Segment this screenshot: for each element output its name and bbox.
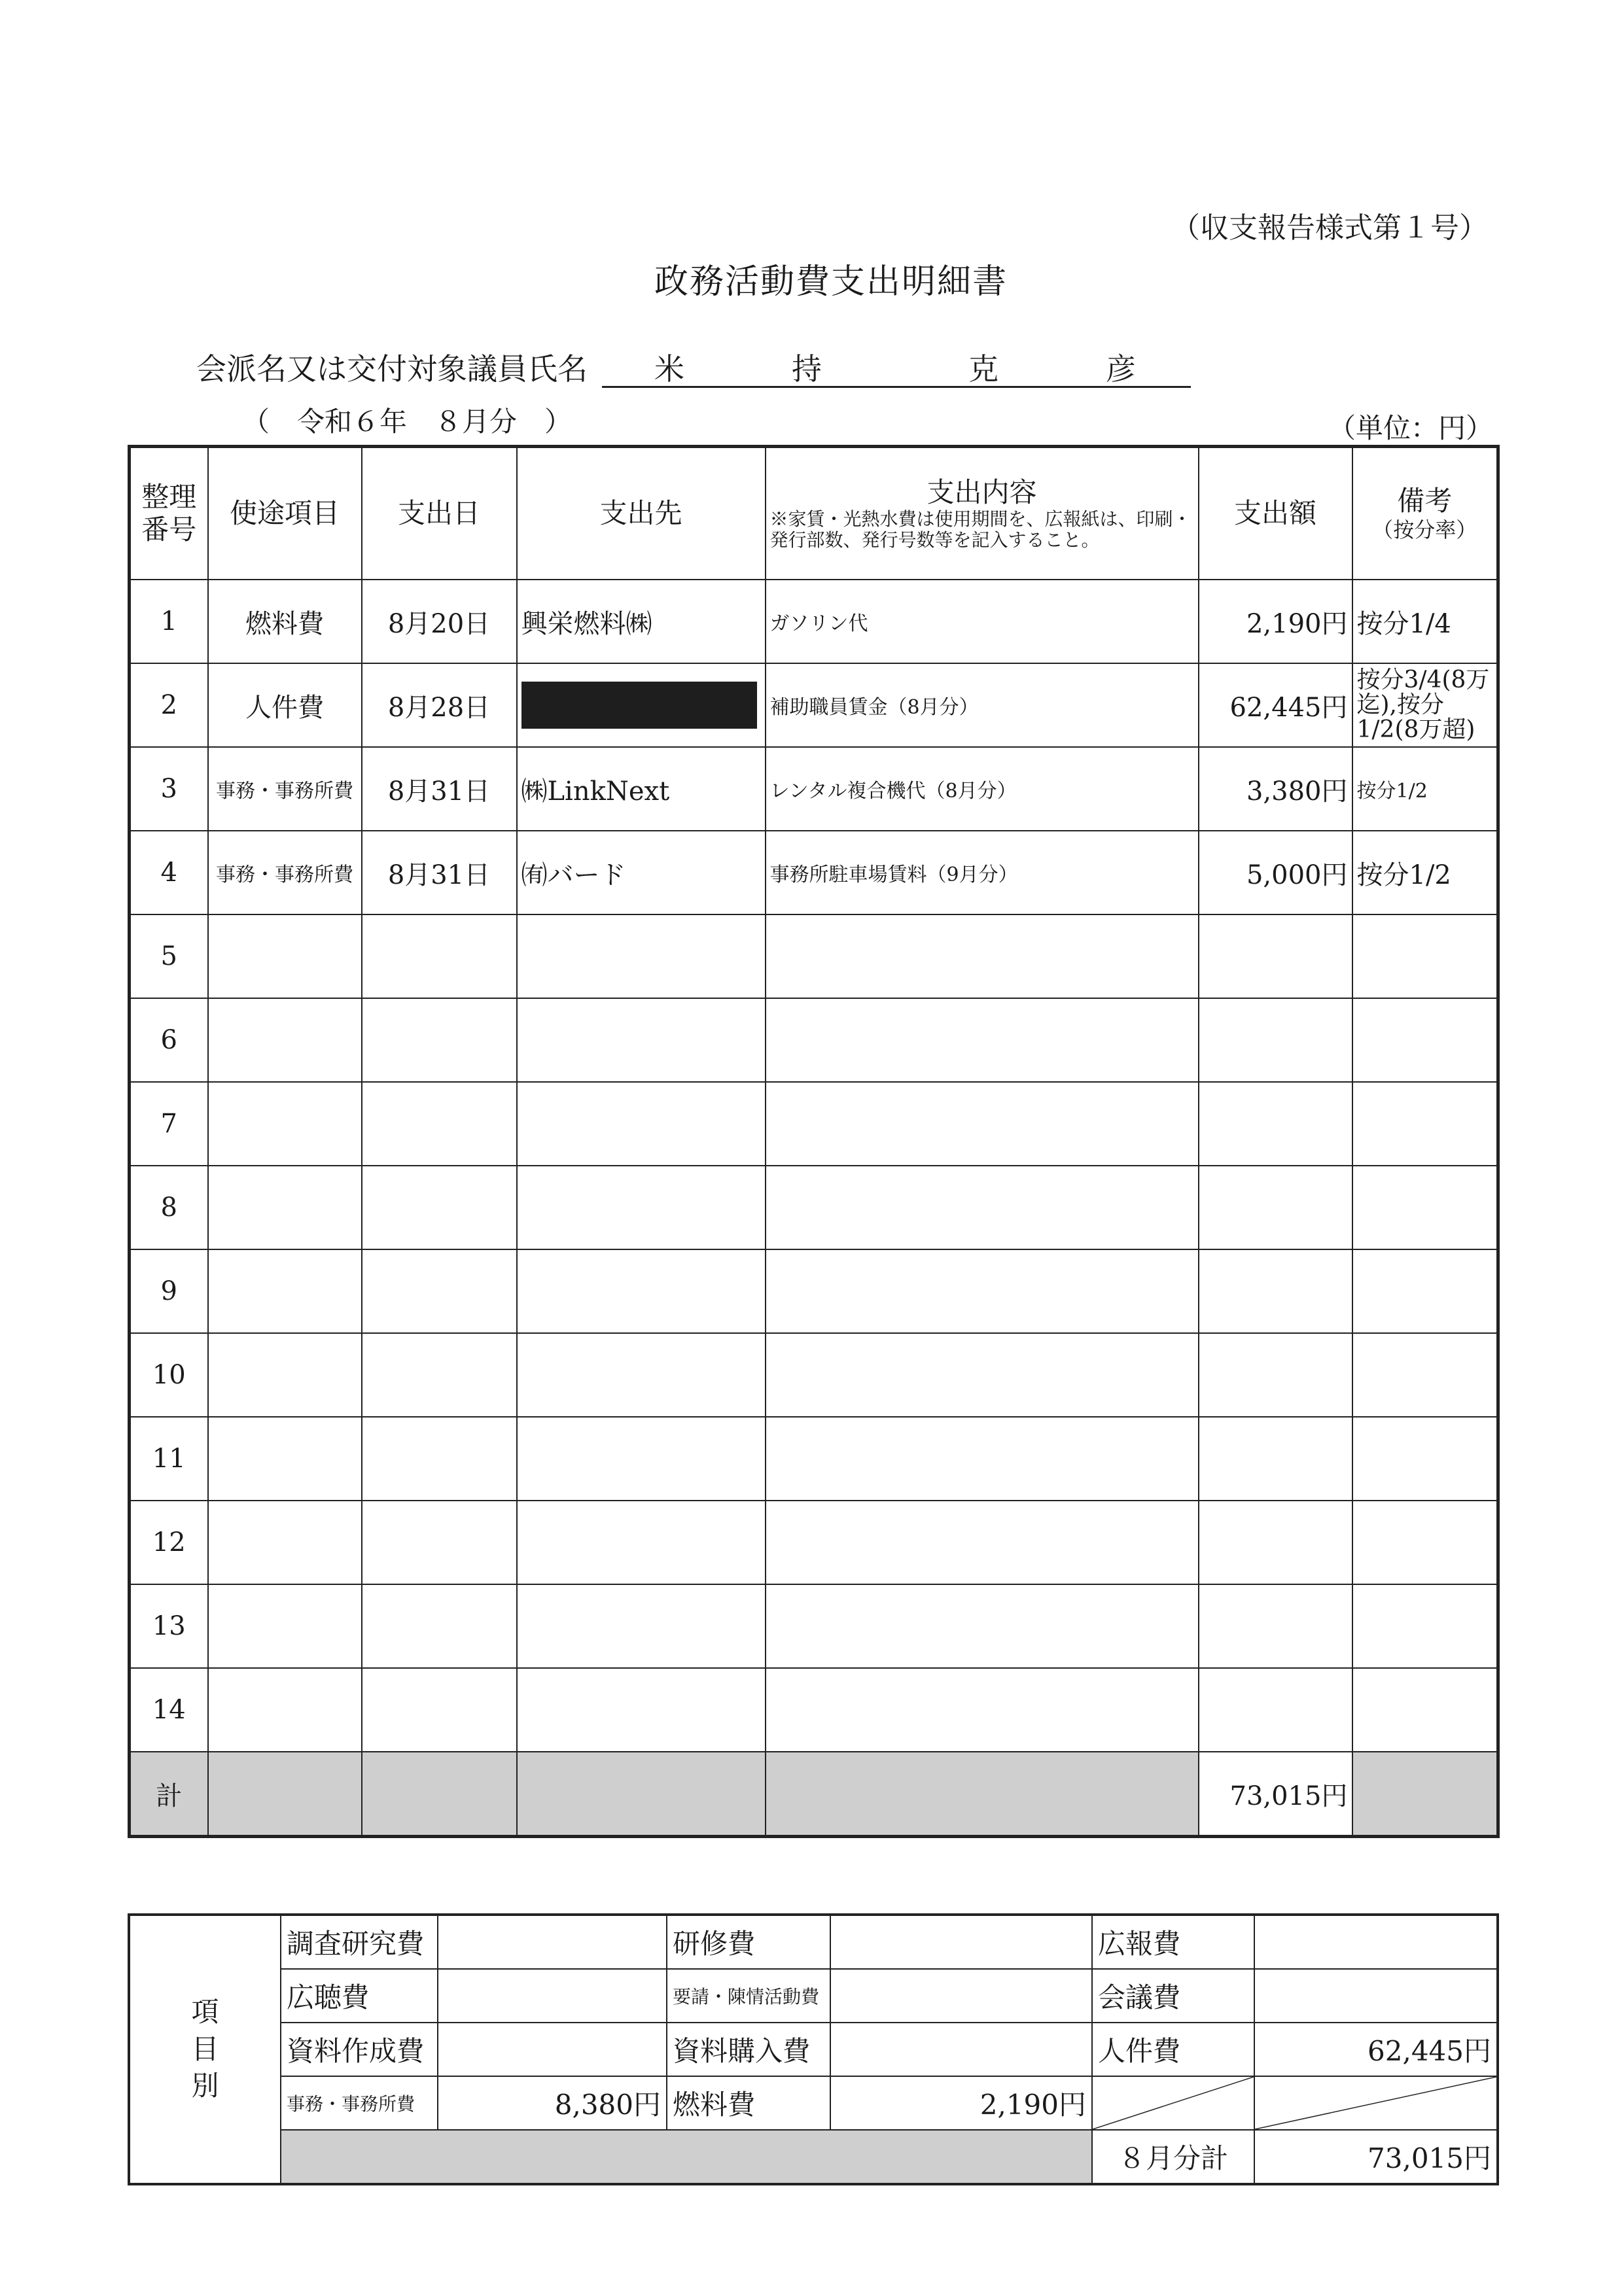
row-no: 3	[130, 747, 208, 831]
document-title: 政務活動費支出明細書	[654, 262, 1008, 302]
summary-label: 資料作成費	[281, 2023, 438, 2076]
row-date: 8月31日	[362, 747, 517, 831]
table-row	[130, 1584, 1498, 1668]
row-remarks: 按分1/4	[1352, 580, 1498, 663]
summary-value	[830, 1969, 1092, 2023]
row-payee: ㈱LinkNext	[517, 747, 766, 831]
summary-value	[438, 1969, 667, 2023]
side-label-char: 項	[191, 1995, 219, 2028]
header-category: 使途項目	[208, 447, 362, 580]
row-date: 8月28日	[362, 663, 517, 747]
table-row	[130, 1249, 1498, 1333]
header-content	[766, 447, 1199, 580]
row-category: 燃料費	[208, 580, 362, 663]
diagonal-slash	[1093, 2077, 1254, 2129]
currency-unit: （単位：円）	[1328, 412, 1494, 444]
summary-value: 62,445円	[1254, 2023, 1498, 2076]
summary-side-label	[129, 1915, 281, 2184]
table-row	[130, 998, 1498, 1082]
table-row	[130, 663, 1498, 747]
diagonal-slash-cell	[1092, 2076, 1254, 2130]
summary-label: 研修費	[667, 1915, 830, 1969]
total-amount: 73,015円	[1199, 1752, 1352, 1837]
summary-label: 広聴費	[281, 1969, 438, 2023]
summary-value	[830, 2023, 1092, 2076]
summary-value	[1254, 1915, 1498, 1969]
row-no: 4	[130, 831, 208, 914]
table-row	[130, 1333, 1498, 1417]
summary-label: 人件費	[1092, 2023, 1254, 2076]
row-no: 13	[130, 1584, 208, 1668]
form-number: （収支報告様式第１号）	[1171, 211, 1488, 245]
total-label: 計	[130, 1752, 208, 1837]
row-content: ガソリン代	[766, 580, 1199, 663]
summary-label: 広報費	[1092, 1915, 1254, 1969]
diagonal-slash-cell	[1254, 2076, 1498, 2130]
row-no: 7	[130, 1082, 208, 1166]
summary-value: 8,380円	[438, 2076, 667, 2130]
header-no: 整理番号	[130, 447, 208, 580]
row-date: 8月20日	[362, 580, 517, 663]
month-total-value: 73,015円	[1254, 2130, 1498, 2184]
row-remarks: 按分1/2	[1352, 831, 1498, 914]
table-row	[130, 747, 1498, 831]
table-row	[130, 1668, 1498, 1752]
row-date: 8月31日	[362, 831, 517, 914]
month-total-label: ８月分計	[1092, 2130, 1254, 2184]
member-name-char: 克	[968, 351, 998, 387]
row-remarks: 按分3/4(8万迄),按分1/2(8万超)	[1352, 663, 1498, 747]
category-summary-table	[128, 1913, 1499, 2185]
row-remarks: 按分1/2	[1352, 747, 1498, 831]
row-amount: 5,000円	[1199, 831, 1352, 914]
header-payee: 支出先	[517, 447, 766, 580]
redaction-box	[521, 682, 757, 729]
row-payee: ㈲バード	[517, 831, 766, 914]
row-no: 5	[130, 914, 208, 998]
header-remarks	[1352, 447, 1498, 580]
table-row	[130, 831, 1498, 914]
header-remarks-label: 備考	[1397, 484, 1453, 517]
shaded-area	[281, 2130, 1092, 2184]
total-row	[130, 1752, 1498, 1837]
table-row	[130, 1501, 1498, 1584]
summary-value	[1254, 1969, 1498, 2023]
member-name-char: 彦	[1106, 351, 1136, 387]
row-amount: 62,445円	[1199, 663, 1352, 747]
row-content: レンタル複合機代（8月分）	[766, 747, 1199, 831]
summary-label: 事務・事務所費	[281, 2076, 438, 2130]
row-no: 2	[130, 663, 208, 747]
header-amount: 支出額	[1199, 447, 1352, 580]
header-content-label: 支出内容	[927, 476, 1037, 508]
member-name-char: 米	[654, 351, 684, 387]
table-row	[130, 1082, 1498, 1166]
diagonal-slash	[1255, 2077, 1496, 2129]
report-period: （ 令和６年 ８月分 ）	[242, 406, 573, 438]
row-category: 人件費	[208, 663, 362, 747]
row-no: 11	[130, 1417, 208, 1501]
row-no: 14	[130, 1668, 208, 1752]
row-amount: 2,190円	[1199, 580, 1352, 663]
row-content: 事務所駐車場賃料（9月分）	[766, 831, 1199, 914]
row-no: 1	[130, 580, 208, 663]
row-payee: 興栄燃料㈱	[517, 580, 766, 663]
row-category: 事務・事務所費	[208, 747, 362, 831]
row-no: 9	[130, 1249, 208, 1333]
row-no: 12	[130, 1501, 208, 1584]
summary-value	[830, 1915, 1092, 1969]
row-amount: 3,380円	[1199, 747, 1352, 831]
header-content-note: ※家賃・光熱水費は使用期間を、広報紙は、印刷・発行部数、発行号数等を記入すること。	[769, 508, 1192, 551]
summary-value	[438, 1915, 667, 1969]
row-no: 10	[130, 1333, 208, 1417]
summary-label: 資料購入費	[667, 2023, 830, 2076]
summary-label: 燃料費	[667, 2076, 830, 2130]
side-label-char: 目	[191, 2032, 219, 2065]
summary-label: 会議費	[1092, 1969, 1254, 2023]
summary-value: 2,190円	[830, 2076, 1092, 2130]
member-name-label: 会派名又は交付対象議員氏名	[196, 351, 588, 387]
row-category: 事務・事務所費	[208, 831, 362, 914]
summary-label: 要請・陳情活動費	[667, 1969, 830, 2023]
row-no: 8	[130, 1166, 208, 1249]
header-remarks-sub: （按分率）	[1372, 517, 1477, 542]
table-row	[130, 914, 1498, 998]
summary-value	[438, 2023, 667, 2076]
row-no: 6	[130, 998, 208, 1082]
table-row	[130, 1166, 1498, 1249]
header-date: 支出日	[362, 447, 517, 580]
side-label-char: 別	[191, 2070, 219, 2102]
row-content: 補助職員賃金（8月分）	[766, 663, 1199, 747]
row-payee-redacted	[517, 663, 766, 747]
table-row	[130, 580, 1498, 663]
member-name-char: 持	[792, 351, 822, 387]
expense-detail-table	[128, 445, 1500, 1838]
member-name-underline	[602, 386, 1191, 388]
summary-label: 調査研究費	[281, 1915, 438, 1969]
table-row	[130, 1417, 1498, 1501]
